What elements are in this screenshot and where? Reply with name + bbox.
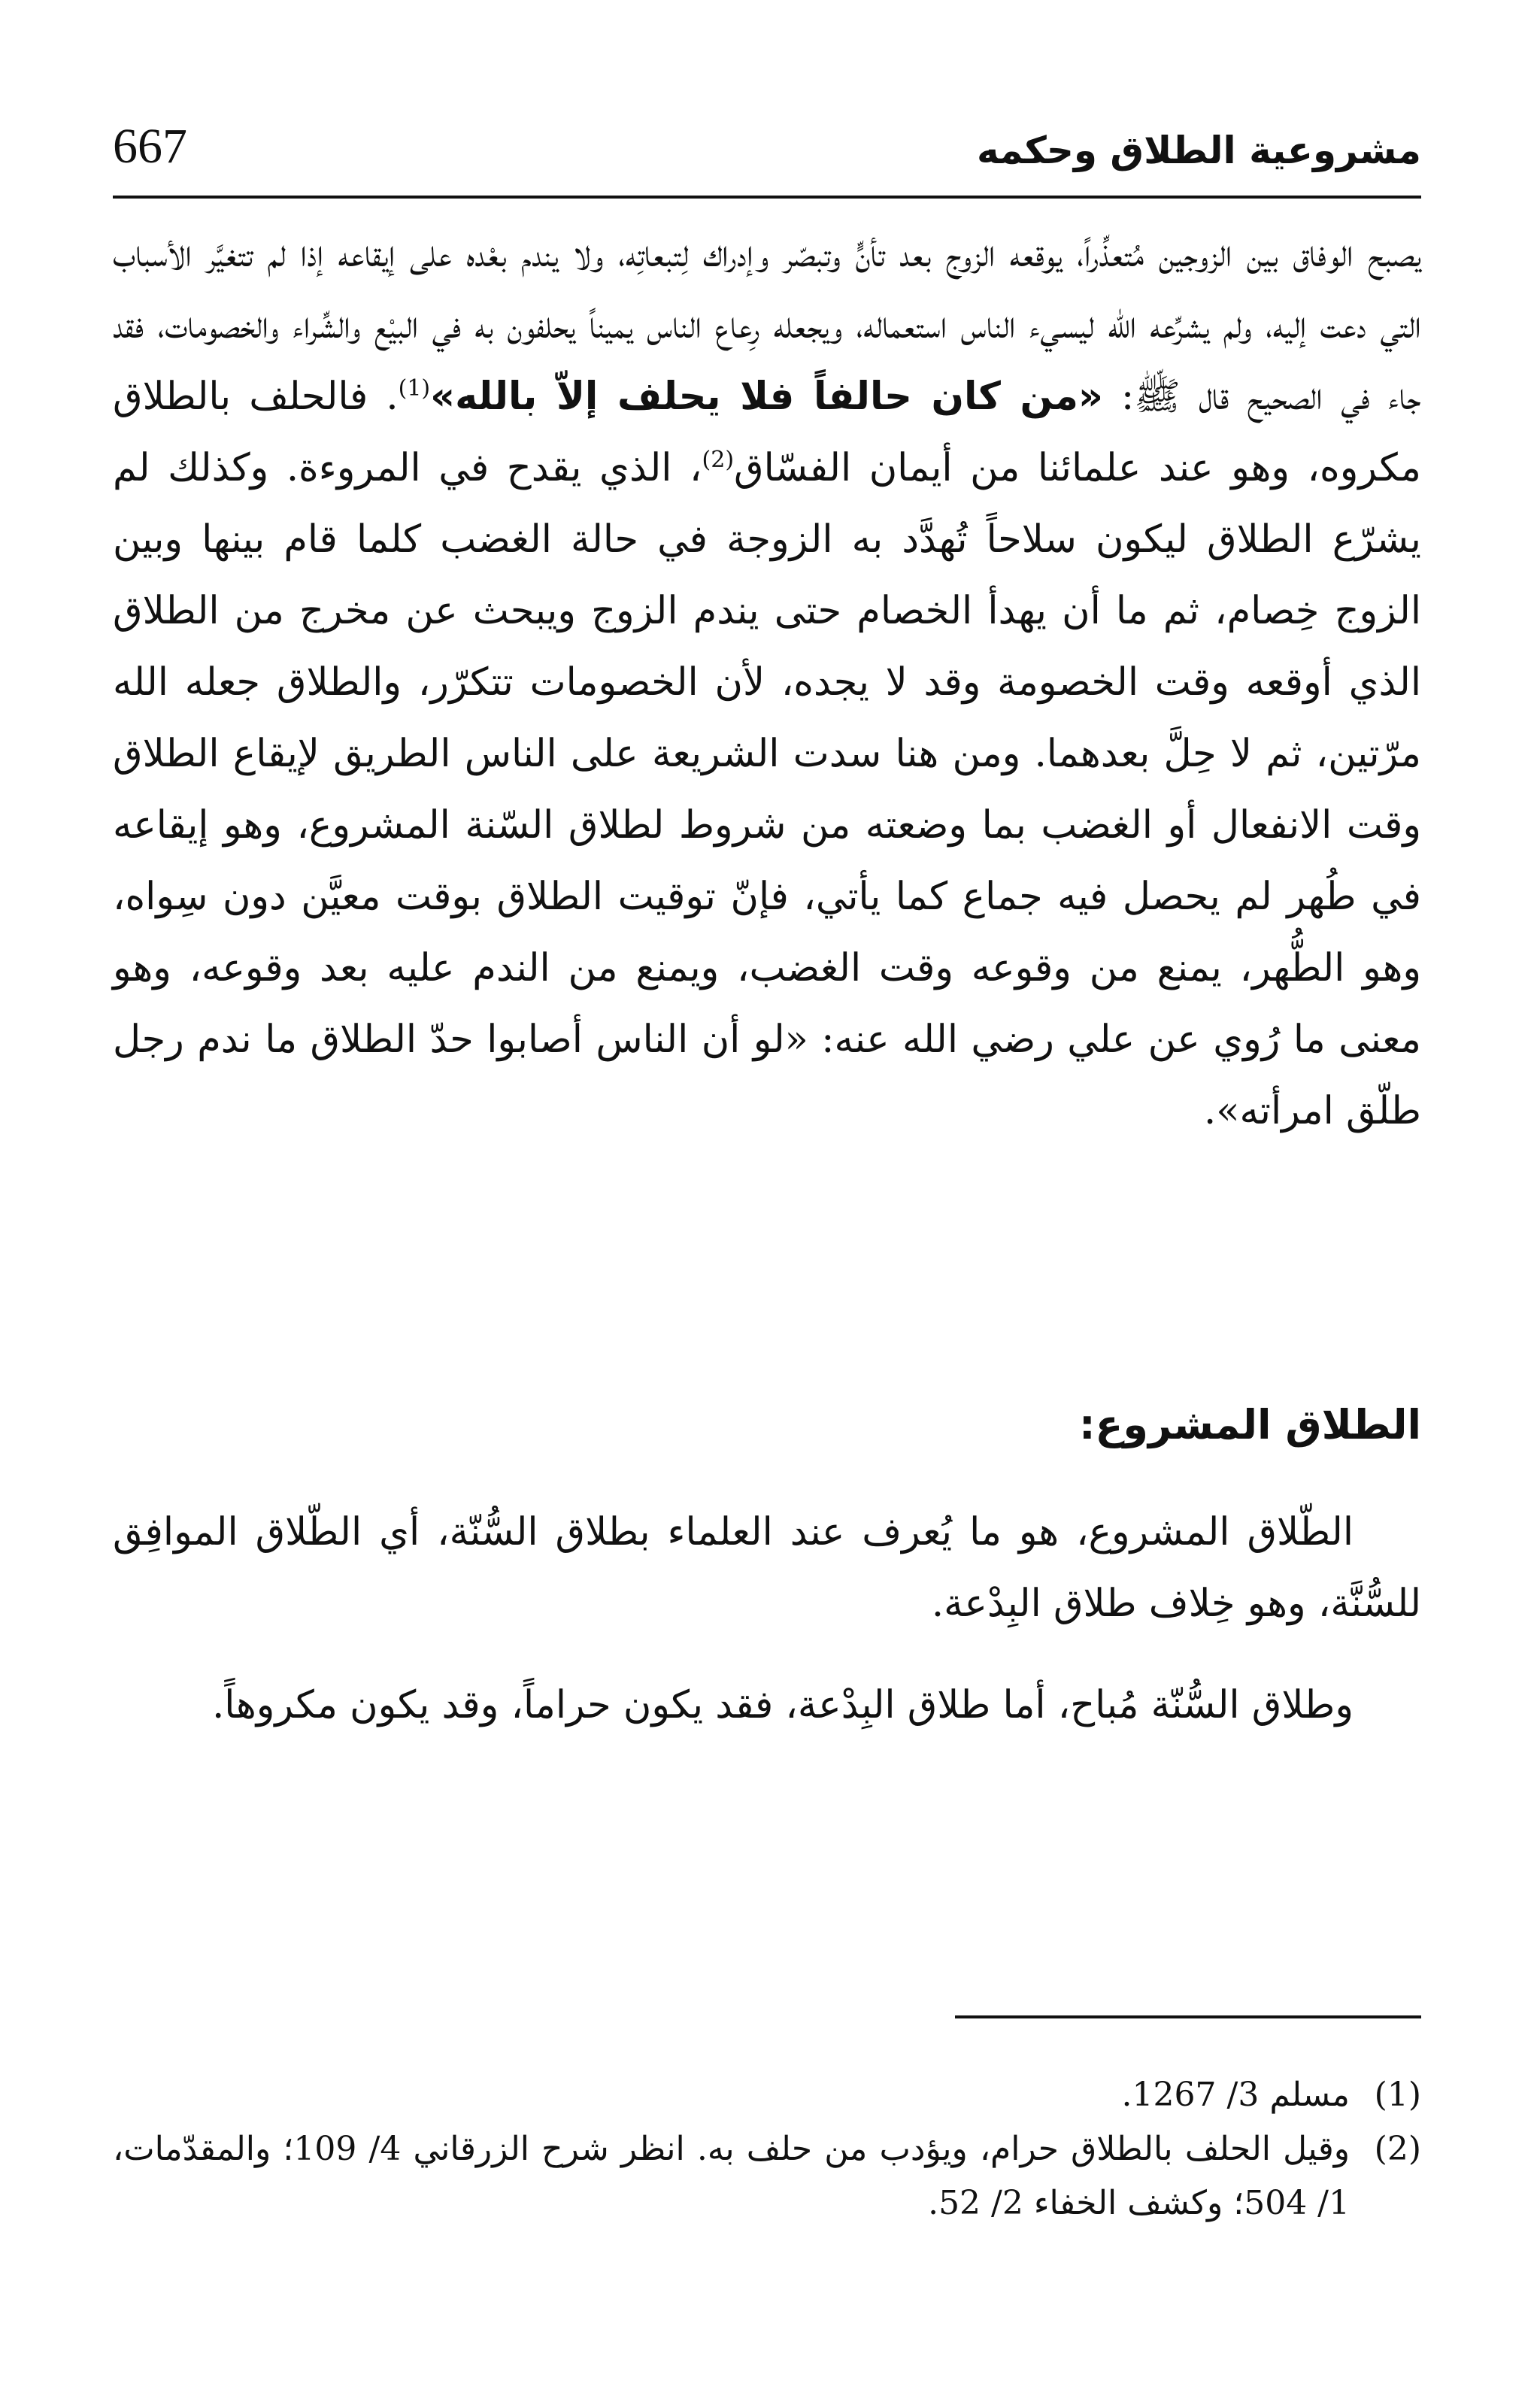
- intro-text-part2: . فالحلف بالطلاق مكروه، وهو عند علمائنا من أيمان الفسّاق: [113, 375, 1421, 490]
- footnote-ref-2: (2): [702, 447, 735, 473]
- footnote-text: مسلم 3/ 1267.: [1121, 2076, 1350, 2114]
- page-header: [113, 113, 1421, 199]
- intro-paragraph: [113, 218, 1421, 1147]
- intro-text-part1: يصبح الوفاق بين الزوجين مُتعذِّراً، يوقعه الزوج بعد تأنٍّ وتبصّر وإدراك لِتبعاتِه، ولا يندم بعْده على إيقاعه إذا لم تتغيَّر الأسباب التي دعت إليه، ولم يشرِّعه الله ليسيء الناس استعماله، ويجعله رِعاع الناس يميناً يحلفون به في البيْع والشِّراء والخصومات، فقد جاء في الصحيح قال ﷺ:: [113, 232, 1421, 419]
- intro-paragraph-block: [113, 218, 1421, 1147]
- running-title: مشروعية الطلاق وحكمه: [976, 129, 1421, 172]
- section-heading: الطلاق المشروع:: [1078, 1401, 1421, 1448]
- footnote-ref-1: (1): [398, 375, 431, 402]
- footnote-number: (2): [1374, 2130, 1421, 2168]
- footnotes: [113, 2068, 1421, 2231]
- footnote-text: وقيل الحلف بالطلاق حرام، ويؤدب من حلف به. انظر شرح الزرقاني 4/ 109؛ والمقدّمات، 1/ 504؛ وكشف الخفاء 2/ 52.: [113, 2130, 1350, 2222]
- hadith-quote: «من كان حالفاً فلا يحلف إلاّ بالله»: [430, 375, 1103, 419]
- page-number: 667: [113, 119, 187, 174]
- footnote-1: [113, 2068, 1421, 2122]
- section-paragraph-1: الطّلاق المشروع، هو ما يُعرف عند العلماء بطلاق السُّنّة، أي الطّلاق الموافِق للسُّنَّة، وهو خِلاف طلاق البِدْعة.: [113, 1510, 1421, 1626]
- footnote-2: [113, 2122, 1421, 2231]
- intro-text-part3: ، الذي يقدح في المروءة. وكذلك لم يشرّع الطلاق ليكون سلاحاً تُهدَّد به الزوجة في حالة الغضب كلما قام بينها وبين الزوج خِصام، ثم ما أن يهدأ الخصام حتى يندم الزوج ويبحث عن مخرج من الطلاق الذي أوقعه وقت الخصومة وقد لا يجده، لأن الخصومات تتكرّر، والطلاق جعله الله مرّتين، ثم لا حِلَّ بعدهما. ومن هنا سدت الشريعة على الناس الطريق لإيقاع الطلاق وقت الانفعال أو الغضب بما وضعته من شروط لطلاق السّنة المشروع، وهو إيقاعه في طُهر لم يحصل فيه جماع كما يأتي، فإنّ توقيت الطلاق بوقت معيَّن دون سِواه، وهو الطُّهر، يمنع من وقوعه وقت الغضب، ويمنع من الندم عليه بعد وقوعه، وهو معنى ما رُوي عن علي رضي الله عنه: «لو أن الناس أصابوا حدّ الطلاق ما ندم رجل طلّق امرأته».: [113, 446, 1421, 1133]
- footnote-number: (1): [1374, 2076, 1421, 2114]
- section-paragraph-2: وطلاق السُّنّة مُباح، أما طلاق البِدْعة، فقد يكون حراماً، وقد يكون مكروهاً.: [212, 1683, 1354, 1727]
- section-body: [113, 1497, 1421, 1741]
- footnote-separator: [955, 2015, 1421, 2018]
